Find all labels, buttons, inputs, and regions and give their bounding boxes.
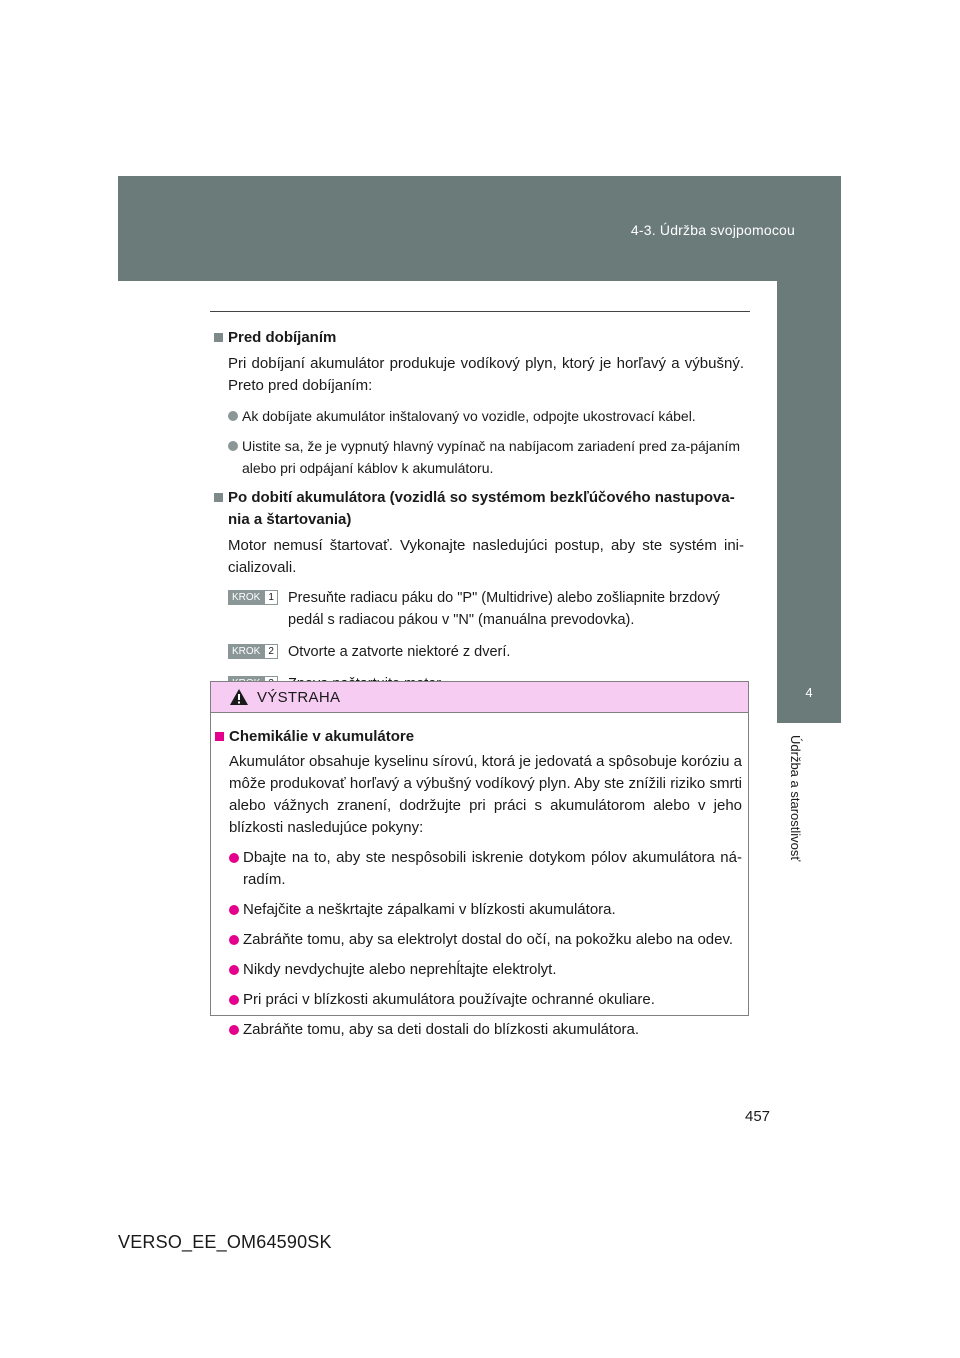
list-item-text: Ak dobíjate akumulátor inštalovaný vo vozidle, odpojte ukostrovací kábel.: [242, 408, 696, 424]
document-code: VERSO_EE_OM64590SK: [118, 1232, 332, 1252]
side-tab[interactable]: [777, 655, 841, 723]
square-bullet-icon: [215, 732, 224, 741]
list-item-text: Nikdy nevdychujte alebo neprehĺtajte elektrolyt.: [243, 961, 557, 978]
warning-title: VÝSTRAHA: [257, 688, 341, 706]
section-title-text: Pred dobíjaním: [228, 329, 337, 346]
step-text: Presuňte radiacu páku do "P" (Multidrive) alebo zošliapnite brzdový pedál s radiacou pákou v "N" (manuálna prevodovka).: [288, 590, 720, 628]
main-content: [214, 327, 744, 705]
section-paragraph: Motor nemusí štartovať. Vykonajte nasledujúci postup, aby ste systém ini-cializovali.: [228, 537, 744, 576]
list-item: [215, 847, 742, 891]
side-tab-label: Údržba a starostlivosť: [788, 735, 803, 862]
step-badge: [228, 644, 278, 659]
list-item-text: Pri práci v blízkosti akumulátora používajte ochranné okuliare.: [243, 991, 655, 1008]
warning-body: [211, 713, 748, 1041]
list-item: [215, 989, 742, 1011]
step-keyword: KROK: [228, 644, 264, 659]
round-bullet-icon: [229, 905, 239, 915]
round-bullet-icon: [229, 965, 239, 975]
list-item: [215, 1019, 742, 1041]
list-item-text: Dbajte na to, aby ste nespôsobili iskrenie dotykom pólov akumulátora ná-radím.: [243, 849, 742, 888]
step-number: 2: [264, 644, 278, 659]
warning-triangle-icon: [229, 688, 249, 706]
page-number: 457: [745, 1108, 771, 1125]
list-item: [214, 435, 744, 479]
list-item-text: Nefajčite a neškrtajte zápalkami v blízkosti akumulátora.: [243, 901, 616, 918]
round-bullet-icon: [228, 411, 238, 421]
list-item: [215, 899, 742, 921]
list-item-text: Uistite sa, že je vypnutý hlavný vypínač na nabíjacom zariadení pred za-pájaním alebo pri odpájaní káblov k akumulátoru.: [242, 438, 741, 476]
list-item-text: Zabráňte tomu, aby sa elektrolyt dostal do očí, na pokožku alebo na odev.: [243, 931, 734, 948]
round-bullet-icon: [228, 441, 238, 451]
round-bullet-icon: [229, 853, 239, 863]
warning-box: [210, 681, 749, 1038]
step-text: Otvorte a zatvorte niektoré z dverí.: [288, 644, 511, 660]
step-item: [214, 587, 744, 631]
warning-header: [211, 682, 748, 713]
list-item: [214, 405, 744, 427]
list-item: [215, 929, 742, 951]
step-item: [214, 641, 744, 663]
top-divider: [210, 311, 750, 312]
section-title-pred-dobijanim: [214, 327, 744, 349]
step-badge: [228, 590, 278, 605]
warning-subtitle-text: Chemikálie v akumulátore: [229, 728, 415, 745]
section-paragraph: Pri dobíjaní akumulátor produkuje vodíkový plyn, ktorý je horľavý a výbušný. Preto pred dobíjaním:: [228, 355, 744, 394]
side-tab-number: 4: [805, 685, 813, 700]
header-band: [118, 176, 841, 281]
warning-paragraph: Akumulátor obsahuje kyselinu sírovú, ktorá je jedovatá a spôsobuje koróziu a môže produkovať horľavý a výbušný vodíkový plyn. Aby ste znížili riziko smrti alebo vážnych zranení, dodržujte pri práci s akumulátorom alebo v jeho blízkosti nasledujúce pokyny:: [229, 753, 742, 836]
round-bullet-icon: [229, 995, 239, 1005]
step-keyword: KROK: [228, 590, 264, 605]
round-bullet-icon: [229, 1025, 239, 1035]
chapter-title: 4-3. Údržba svojpomocou: [630, 222, 795, 238]
list-item: [215, 959, 742, 981]
square-bullet-icon: [214, 333, 223, 342]
square-bullet-icon: [214, 493, 223, 502]
round-bullet-icon: [229, 935, 239, 945]
warning-subtitle: [215, 726, 742, 747]
section-title-text: Po dobití akumulátora (vozidlá so systémom bezkľúčového nastupova-nia a štartovania): [228, 489, 735, 528]
step-number: 1: [264, 590, 278, 605]
side-tab-bar: [777, 281, 841, 655]
list-item-text: Zabráňte tomu, aby sa deti dostali do blízkosti akumulátora.: [243, 1021, 640, 1038]
section-title-po-dobiti: [214, 487, 744, 531]
